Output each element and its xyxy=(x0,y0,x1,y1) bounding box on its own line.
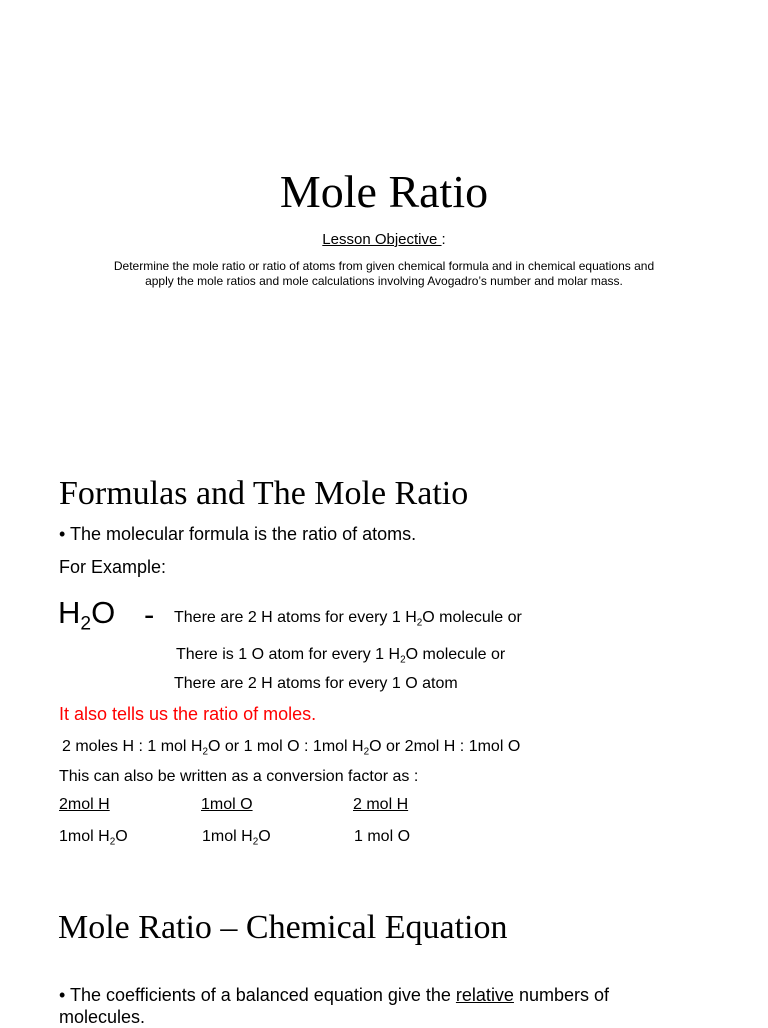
slide-title: Mole Ratio xyxy=(279,166,489,217)
ratio-of-moles-note: It also tells us the ratio of moles. xyxy=(59,704,317,724)
lesson-objective-link-text: Lesson Objective xyxy=(322,231,442,248)
ratio-line-2: There is 1 O atom for every 1 $H_2O$ molecule or xyxy=(176,646,506,666)
factor-1-denominator: 1mol $H_2O$ xyxy=(59,828,128,848)
mole-ratios-line: 2 moles H : 1 mol $H_2O$ or 1 mol O : 1mol $H_2O$ or 2mol H : 1mol O xyxy=(62,738,521,758)
lesson-objective-label xyxy=(0,231,768,248)
lesson-objective-colon: : xyxy=(441,231,446,248)
example-label: For Example: xyxy=(59,557,167,577)
lesson-objective-text: Determine the mole ratio or ratio of atoms from given chemical formula and in chemical equations and apply the mole ratios and mole calculations involving Avogadro’s number and molar mass. xyxy=(113,259,655,288)
bullet-molecular-formula: • The molecular formula is the ratio of atoms. xyxy=(59,524,417,544)
section-title-chemical-equation: Mole Ratio – Chemical Equation xyxy=(58,909,508,946)
bullet-coefficients: • The coefficients of a balanced equation give the relative numbers of molecules. xyxy=(59,985,609,1027)
formula-dash: - xyxy=(144,597,155,632)
ratio-line-3: There are 2 H atoms for every 1 O atom xyxy=(174,675,458,692)
water-formula: $H_2O$ xyxy=(58,595,116,635)
factor-2-denominator: 1mol $H_2O$ xyxy=(202,828,271,848)
conversion-factor-intro: This can also be written as a conversion factor as : xyxy=(59,768,419,785)
factor-1-numerator: 2mol H xyxy=(59,796,110,813)
factor-3-denominator: 1 mol O xyxy=(354,828,411,845)
section-title-formulas: Formulas and The Mole Ratio xyxy=(59,475,469,512)
factor-2-numerator: 1mol O xyxy=(201,796,253,813)
ratio-line-1: There are 2 H atoms for every 1 $H_2O$ molecule or xyxy=(174,609,522,629)
factor-3-numerator: 2 mol H xyxy=(353,796,409,813)
